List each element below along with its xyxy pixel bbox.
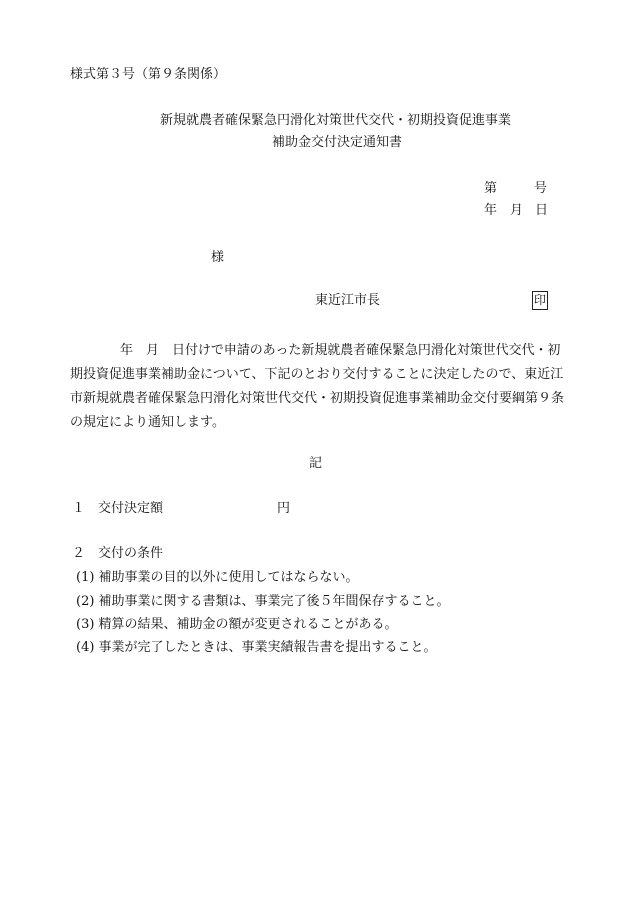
date-year: 年 [484,203,498,218]
issuer: 東近江市長 [315,293,381,308]
seal-stamp: 印 [532,291,548,310]
section-1-label: １ 交付決定額 [72,501,164,516]
section-1-unit: 円 [277,501,291,516]
title-line-1: 新規就農者確保緊急円滑化対策世代交代・初期投資促進事業 [160,113,512,128]
condition-item: (3) 精算の結果、補助金の額が変更されることがある。 [76,617,398,632]
addressee-suffix: 様 [211,250,225,265]
section-2-label: ２ 交付の条件 [72,546,164,561]
body-date-month: 月 [146,343,160,358]
ki-heading: 記 [309,456,323,471]
condition-item: (1) 補助事業の目的以外に使用してはならない。 [76,570,359,585]
body-line-2: 期投資促進事業補助金について、下記のとおり交付することに決定したので、東近江 [70,367,564,382]
condition-item: (2) 補助事業に関する書類は、事業完了後５年間保存すること。 [76,594,450,609]
title-line-2: 補助金交付決定通知書 [272,135,403,150]
doc-number-suffix: 号 [534,181,548,196]
condition-item: (4) 事業が完了したときは、事業実績報告書を提出すること。 [76,640,437,655]
date-month: 月 [510,203,524,218]
body-line-4: の規定により通知します。 [70,415,225,430]
doc-number-prefix: 第 [484,181,498,196]
body-line-1: 日付けで申請のあった新規就農者確保緊急円滑化対策世代交代・初 [172,343,561,358]
body-line-3: 市新規就農者確保緊急円滑化対策世代交代・初期投資促進事業補助金交付要綱第９条 [70,391,565,406]
form-number: 様式第３号（第９条関係） [70,67,227,82]
body-date-year: 年 [120,343,134,358]
date-day: 日 [535,203,549,218]
